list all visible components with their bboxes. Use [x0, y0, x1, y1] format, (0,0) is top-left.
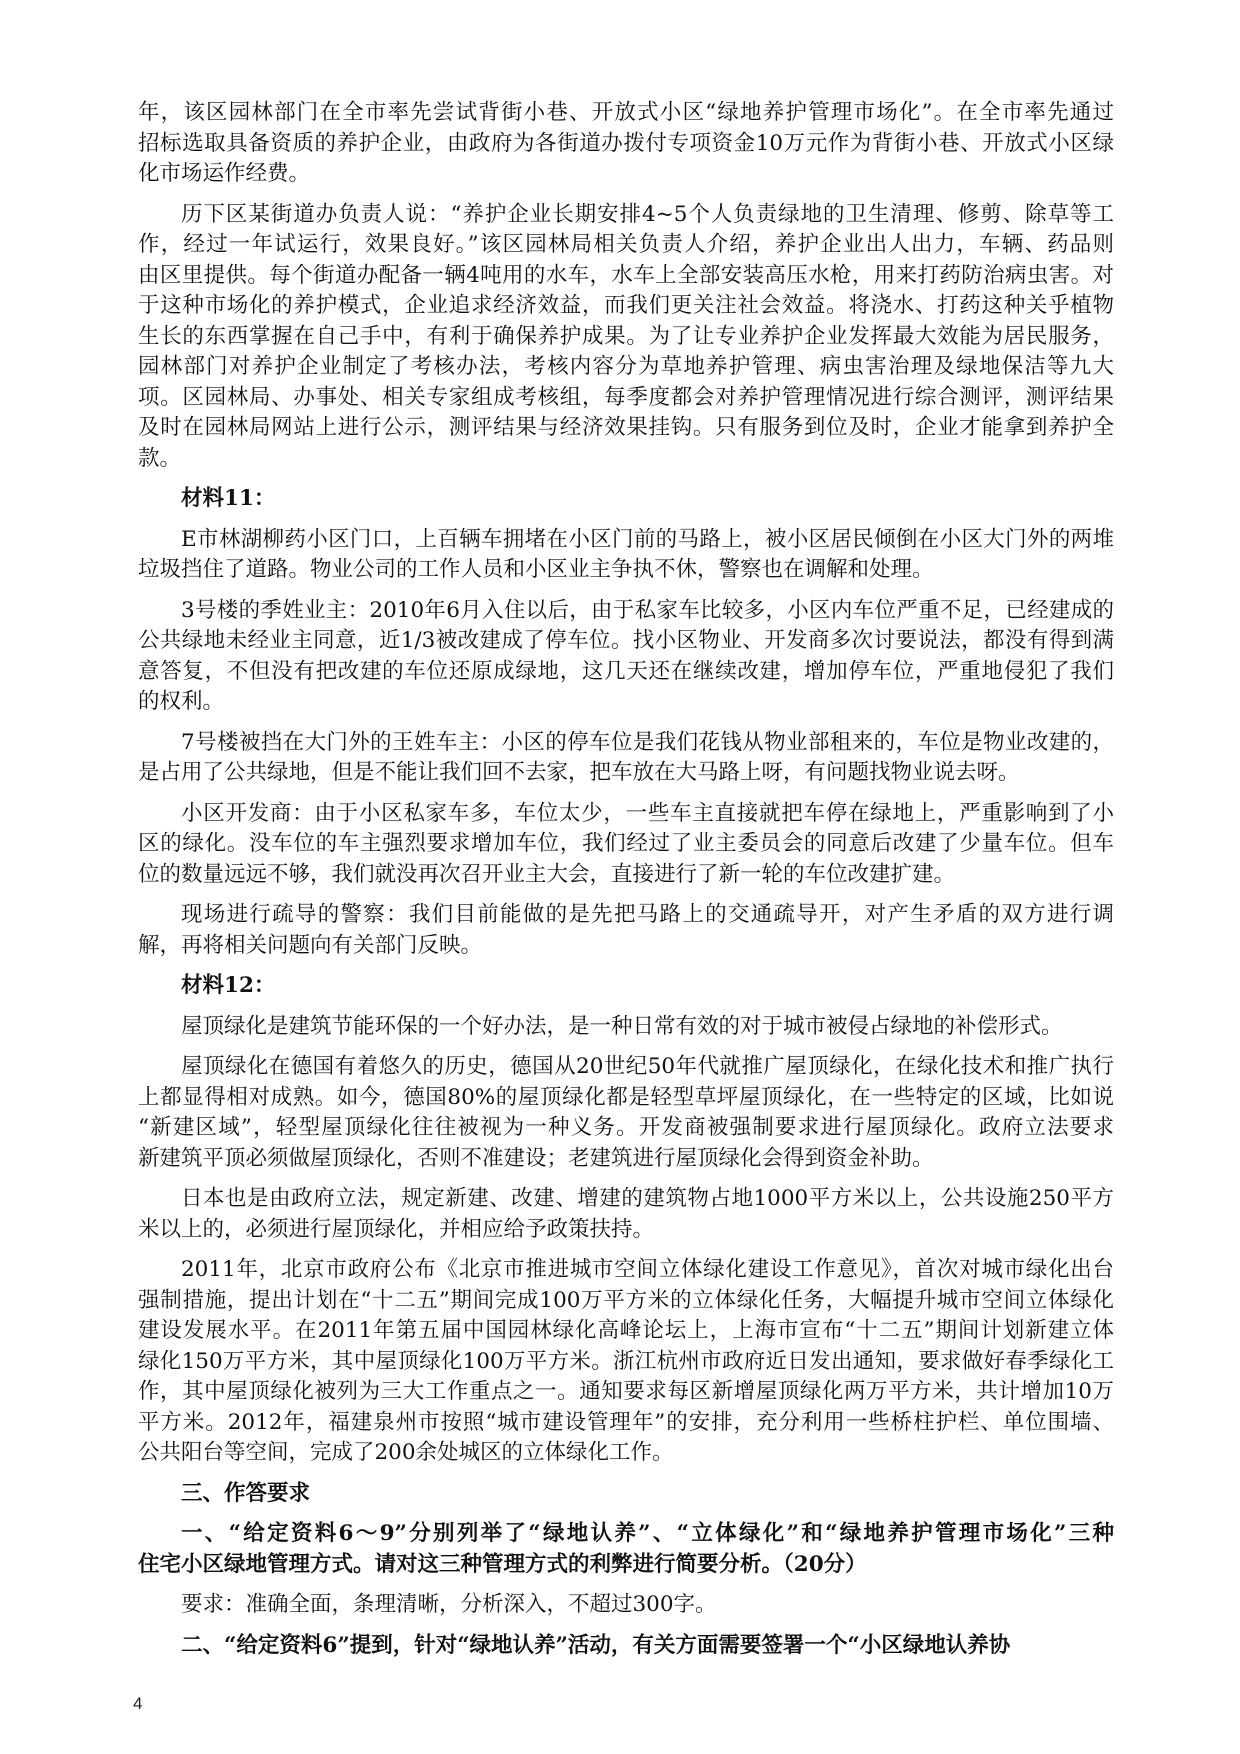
text-line: 材料12： [181, 973, 276, 998]
text-line: 三、作答要求 [181, 1480, 311, 1506]
paragraph [138, 1255, 1114, 1469]
text-line: 一、“给定资料6～9”分别列举了“绿地认养”、“立体绿化”和“绿地养护管理市场化”三种 [181, 1521, 1114, 1546]
text-line: 7号楼被挡在大门外的王姓车主：小区的停车位是我们花钱从物业部租来的，车位是物业改建的， [181, 729, 1114, 755]
text-line: 区的绿化。没车位的车主强烈要求增加车位，我们经过了业主委员会的同意后改建了少量车位。但车 [138, 831, 1114, 856]
paragraph [138, 799, 1114, 891]
text-line: 3号楼的季姓业主：2010年6月入住以后，由于私家车比较多，小区内车位严重不足，已经建成的 [181, 597, 1114, 623]
heading-paragraph [138, 1519, 1114, 1580]
heading-paragraph [138, 1479, 1114, 1510]
text-line: 平方米。2012年，福建泉州市按照“城市建设管理年”的安排，充分利用一些桥柱护栏、单位围墙、 [138, 1409, 1114, 1435]
text-line: 公共阳台等空间，完成了200余处城区的立体绿化工作。 [138, 1440, 674, 1465]
text-line: 屋顶绿化是建筑节能环保的一个好办法，是一种日常有效的对于城市被侵占绿地的补偿形式。 [181, 1013, 1063, 1039]
paragraph [138, 728, 1114, 789]
text-line: 及时在园林局网站上进行公示，测评结果与经济效果挂钩。只有服务到位及时，企业才能拿到养护全 [138, 415, 1114, 440]
text-line: 解，再将相关问题向有关部门反映。 [138, 932, 483, 958]
paragraph [138, 525, 1114, 586]
document-body [138, 98, 1114, 1671]
paragraph [138, 1184, 1114, 1245]
paragraph [138, 900, 1114, 961]
text-line: 二、“给定资料6”提到，针对“绿地认养”活动，有关方面需要签署一个“小区绿地认养协 [181, 1632, 1011, 1658]
text-line: 项。区园林局、办事处、相关专家组成考核组，每季度都会对养护管理情况进行综合测评，测评结果 [138, 384, 1114, 410]
text-line: 建设发展水平。在2011年第五届中国园林绿化高峰论坛上，上海市宣布“十二五”期间计划新建立体 [138, 1318, 1114, 1343]
text-line: 公共绿地未经业主同意，近1/3被改建成了停车位。找小区物业、开发商多次讨要说法，都没有得到满 [138, 628, 1114, 653]
paragraph [138, 596, 1114, 718]
text-line: 的权利。 [138, 689, 225, 714]
text-line: 是占用了公共绿地，但是不能让我们回不去家，把车放在大马路上呀，有问题找物业说去呀。 [138, 760, 1020, 785]
text-line: 材料11： [181, 486, 276, 511]
text-line: 垃圾挡住了道路。物业公司的工作人员和小区业主争执不休，警察也在调解和处理。 [138, 557, 934, 582]
text-line: 住宅小区绿地管理方式。请对这三种管理方式的利弊进行简要分析。（20分） [138, 1551, 867, 1577]
text-line: “新建区域”，轻型屋顶绿化往往被视为一种义务。开发商被强制要求进行屋顶绿化。政府立法要求 [138, 1115, 1114, 1140]
paragraph [138, 1012, 1114, 1043]
heading-paragraph [138, 1631, 1114, 1662]
text-line: 日本也是由政府立法，规定新建、改建、增建的建筑物占地1000平方米以上，公共设施250平方 [181, 1186, 1114, 1211]
text-line: 作，其中屋顶绿化被列为三大工作重点之一。通知要求每区新增屋顶绿化两万平方米，共计增加10万 [138, 1379, 1114, 1404]
text-line: 要求：准确全面，条理清晰，分析深入，不超过300字。 [181, 1592, 717, 1617]
text-line: 现场进行疏导的警察：我们目前能做的是先把马路上的交通疏导开，对产生矛盾的双方进行调 [181, 902, 1114, 927]
text-line: 上都显得相对成熟。如今，德国80%的屋顶绿化都是轻型草坪屋顶绿化，在一些特定的区域，比如说 [138, 1084, 1114, 1110]
text-line: 作，经过一年试运行，效果良好。”该区园林局相关负责人介绍，养护企业出人出力，车辆、药品则 [138, 232, 1114, 257]
text-line: 绿化150万平方米，其中屋顶绿化100万平方米。浙江杭州市政府近日发出通知，要求做好春季绿化工 [138, 1348, 1114, 1374]
text-line: 米以上的，必须进行屋顶绿化，并相应给予政策扶持。 [138, 1216, 655, 1242]
text-line: 位的数量远远不够，我们就没再次召开业主大会，直接进行了新一轮的车位改建扩建。 [138, 861, 956, 887]
heading-paragraph [138, 484, 1114, 515]
text-line: 屋顶绿化在德国有着悠久的历史，德国从20世纪50年代就推广屋顶绿化，在绿化技术和推广执行 [181, 1054, 1114, 1079]
text-line: 历下区某街道办负责人说：“养护企业长期安排4~5个人负责绿地的卫生清理、修剪、除草等工 [181, 201, 1114, 227]
text-line: 款。 [138, 445, 182, 471]
text-line: 园林部门对养护企业制定了考核办法，考核内容分为草地养护管理、病虫害治理及绿地保洁等九大 [138, 354, 1114, 379]
text-line: 2011年，北京市政府公布《北京市推进城市空间立体绿化建设工作意见》，首次对城市绿化出台 [181, 1257, 1114, 1282]
paragraph [138, 200, 1114, 475]
heading-paragraph [138, 971, 1114, 1002]
text-line: E市林湖柳药小区门口，上百辆车拥堵在小区门前的马路上，被小区居民倾倒在小区大门外的两堆 [181, 526, 1114, 552]
text-line: 化市场运作经费。 [138, 161, 311, 186]
text-line: 招标选取具备资质的养护企业，由政府为各街道办拨付专项资金10万元作为背街小巷、开放式小区绿 [138, 130, 1114, 156]
text-line: 强制措施，提出计划在“十二五”期间完成100万平方米的立体绿化任务，大幅提升城市空间立体绿化 [138, 1287, 1114, 1313]
paragraph [138, 1052, 1114, 1174]
text-line: 意答复，不但没有把改建的车位还原成绿地，这几天还在继续改建，增加停车位，严重地侵犯了我们 [138, 658, 1114, 684]
text-line: 小区开发商：由于小区私家车多，车位太少，一些车主直接就把车停在绿地上，严重影响到了小 [181, 800, 1114, 826]
paragraph [138, 1590, 1114, 1621]
text-line: 年，该区园林部门在全市率先尝试背街小巷、开放式小区“绿地养护管理市场化”。在全市率先通过 [138, 100, 1114, 125]
text-line: 生长的东西掌握在自己手中，有利于确保养护成果。为了让专业养护企业发挥最大效能为居民服务， [138, 323, 1114, 349]
text-line: 新建筑平顶必须做屋顶绿化，否则不准建设；老建筑进行屋顶绿化会得到资金补助。 [138, 1145, 934, 1171]
paragraph [138, 98, 1114, 190]
text-line: 于这种市场化的养护模式，企业追求经济效益，而我们更关注社会效益。将浇水、打药这种关乎植物 [138, 293, 1114, 318]
text-line: 由区里提供。每个街道办配备一辆4吨用的水车，水车上全部安装高压水枪，用来打药防治病虫害。对 [138, 262, 1114, 288]
page-number: 4 [133, 1694, 143, 1713]
